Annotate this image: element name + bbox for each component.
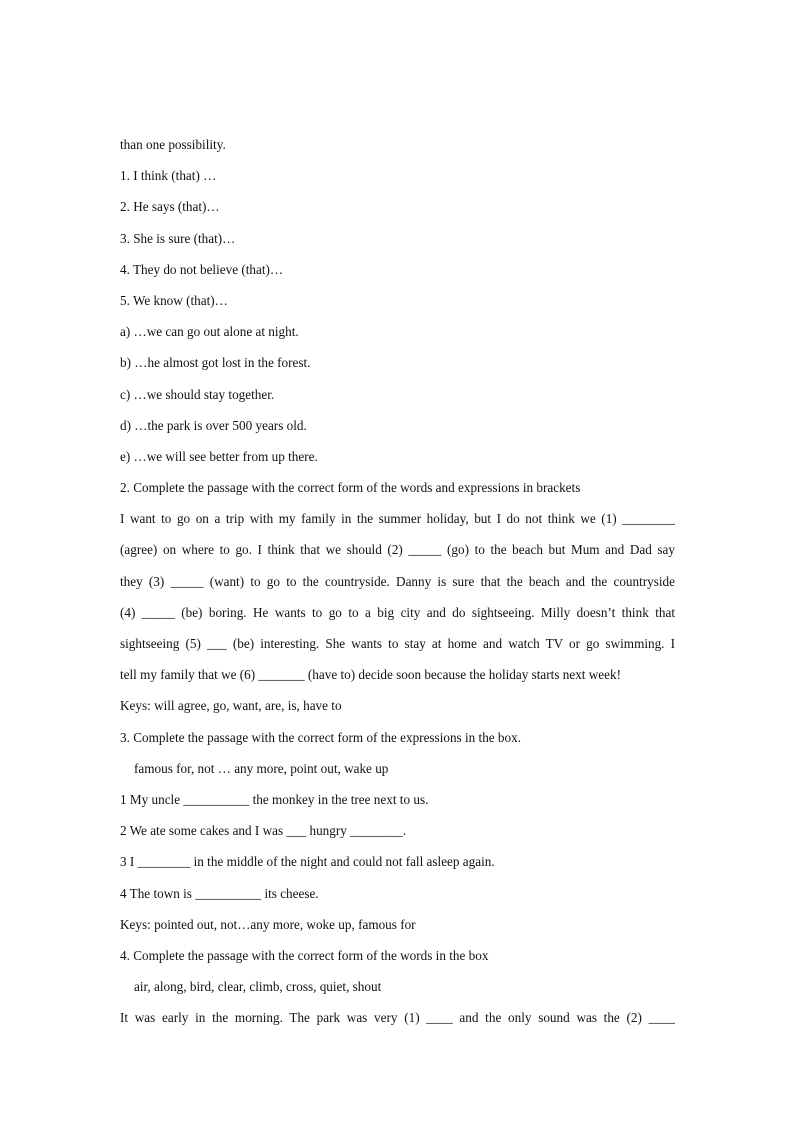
sentence-end-a: a) …we can go out alone at night.	[120, 324, 299, 340]
exercise-3-item-4: 4 The town is __________ its cheese.	[120, 885, 319, 901]
exercise-2-passage-line: tell my family that we (6) _______ (have to) decide soon because the holiday starts next week!	[120, 667, 621, 683]
exercise-2-heading: 2. Complete the passage with the correct form of the words and expressions in brackets	[120, 480, 581, 496]
sentence-end-d: d) …the park is over 500 years old.	[120, 417, 307, 433]
sentence-start-4: 4. They do not believe (that)…	[120, 261, 284, 277]
sentence-start-1: 1. I think (that) …	[120, 168, 217, 184]
exercise-3-heading: 3. Complete the passage with the correct form of the expressions in the box.	[120, 729, 522, 745]
document-page	[120, 129, 675, 1033]
sentence-start-3: 3. She is sure (that)…	[120, 230, 236, 246]
exercise-4-heading: 4. Complete the passage with the correct form of the words in the box	[120, 947, 489, 963]
sentence-end-b: b) …he almost got lost in the forest.	[120, 355, 311, 371]
exercise-4-passage-line: It was early in the morning. The park was very (1) ____ and the only sound was the (2) ____	[120, 1010, 675, 1026]
exercise-2-passage-line: (agree) on where to go. I think that we should (2) _____ (go) to the beach but Mum and Dad say	[120, 542, 675, 558]
exercise-3-keys: Keys: pointed out, not…any more, woke up, famous for	[120, 916, 416, 932]
exercise-2-passage-line: they (3) _____ (want) to go to the countryside. Danny is sure that the beach and the countryside	[120, 573, 675, 589]
exercise-3-item-1: 1 My uncle __________ the monkey in the tree next to us.	[120, 791, 429, 807]
sentence-start-2: 2. He says (that)…	[120, 199, 220, 215]
sentence-start-5: 5. We know (that)…	[120, 292, 228, 308]
exercise-4-word-box: air, along, bird, clear, climb, cross, quiet, shout	[134, 979, 382, 995]
exercise-2-passage-line: (4) _____ (be) boring. He wants to go to a big city and do sightseeing. Milly doesn’t think that	[120, 604, 675, 620]
sentence-end-c: c) …we should stay together.	[120, 386, 275, 402]
exercise-3-item-2: 2 We ate some cakes and I was ___ hungry ________.	[120, 823, 407, 839]
exercise-3-item-3: 3 I ________ in the middle of the night and could not fall asleep again.	[120, 854, 495, 870]
text-line-continuation: than one possibility.	[120, 137, 226, 152]
exercise-2-passage-line: sightseeing (5) ___ (be) interesting. She wants to stay at home and watch TV or go swimming. I	[120, 636, 675, 651]
exercise-2-keys: Keys: will agree, go, want, are, is, have to	[120, 698, 342, 714]
sentence-end-e: e) …we will see better from up there.	[120, 448, 318, 464]
exercise-2-passage-line: I want to go on a trip with my family in the summer holiday, but I do not think we (1) ________	[120, 511, 675, 527]
exercise-3-word-box: famous for, not … any more, point out, wake up	[134, 760, 389, 776]
